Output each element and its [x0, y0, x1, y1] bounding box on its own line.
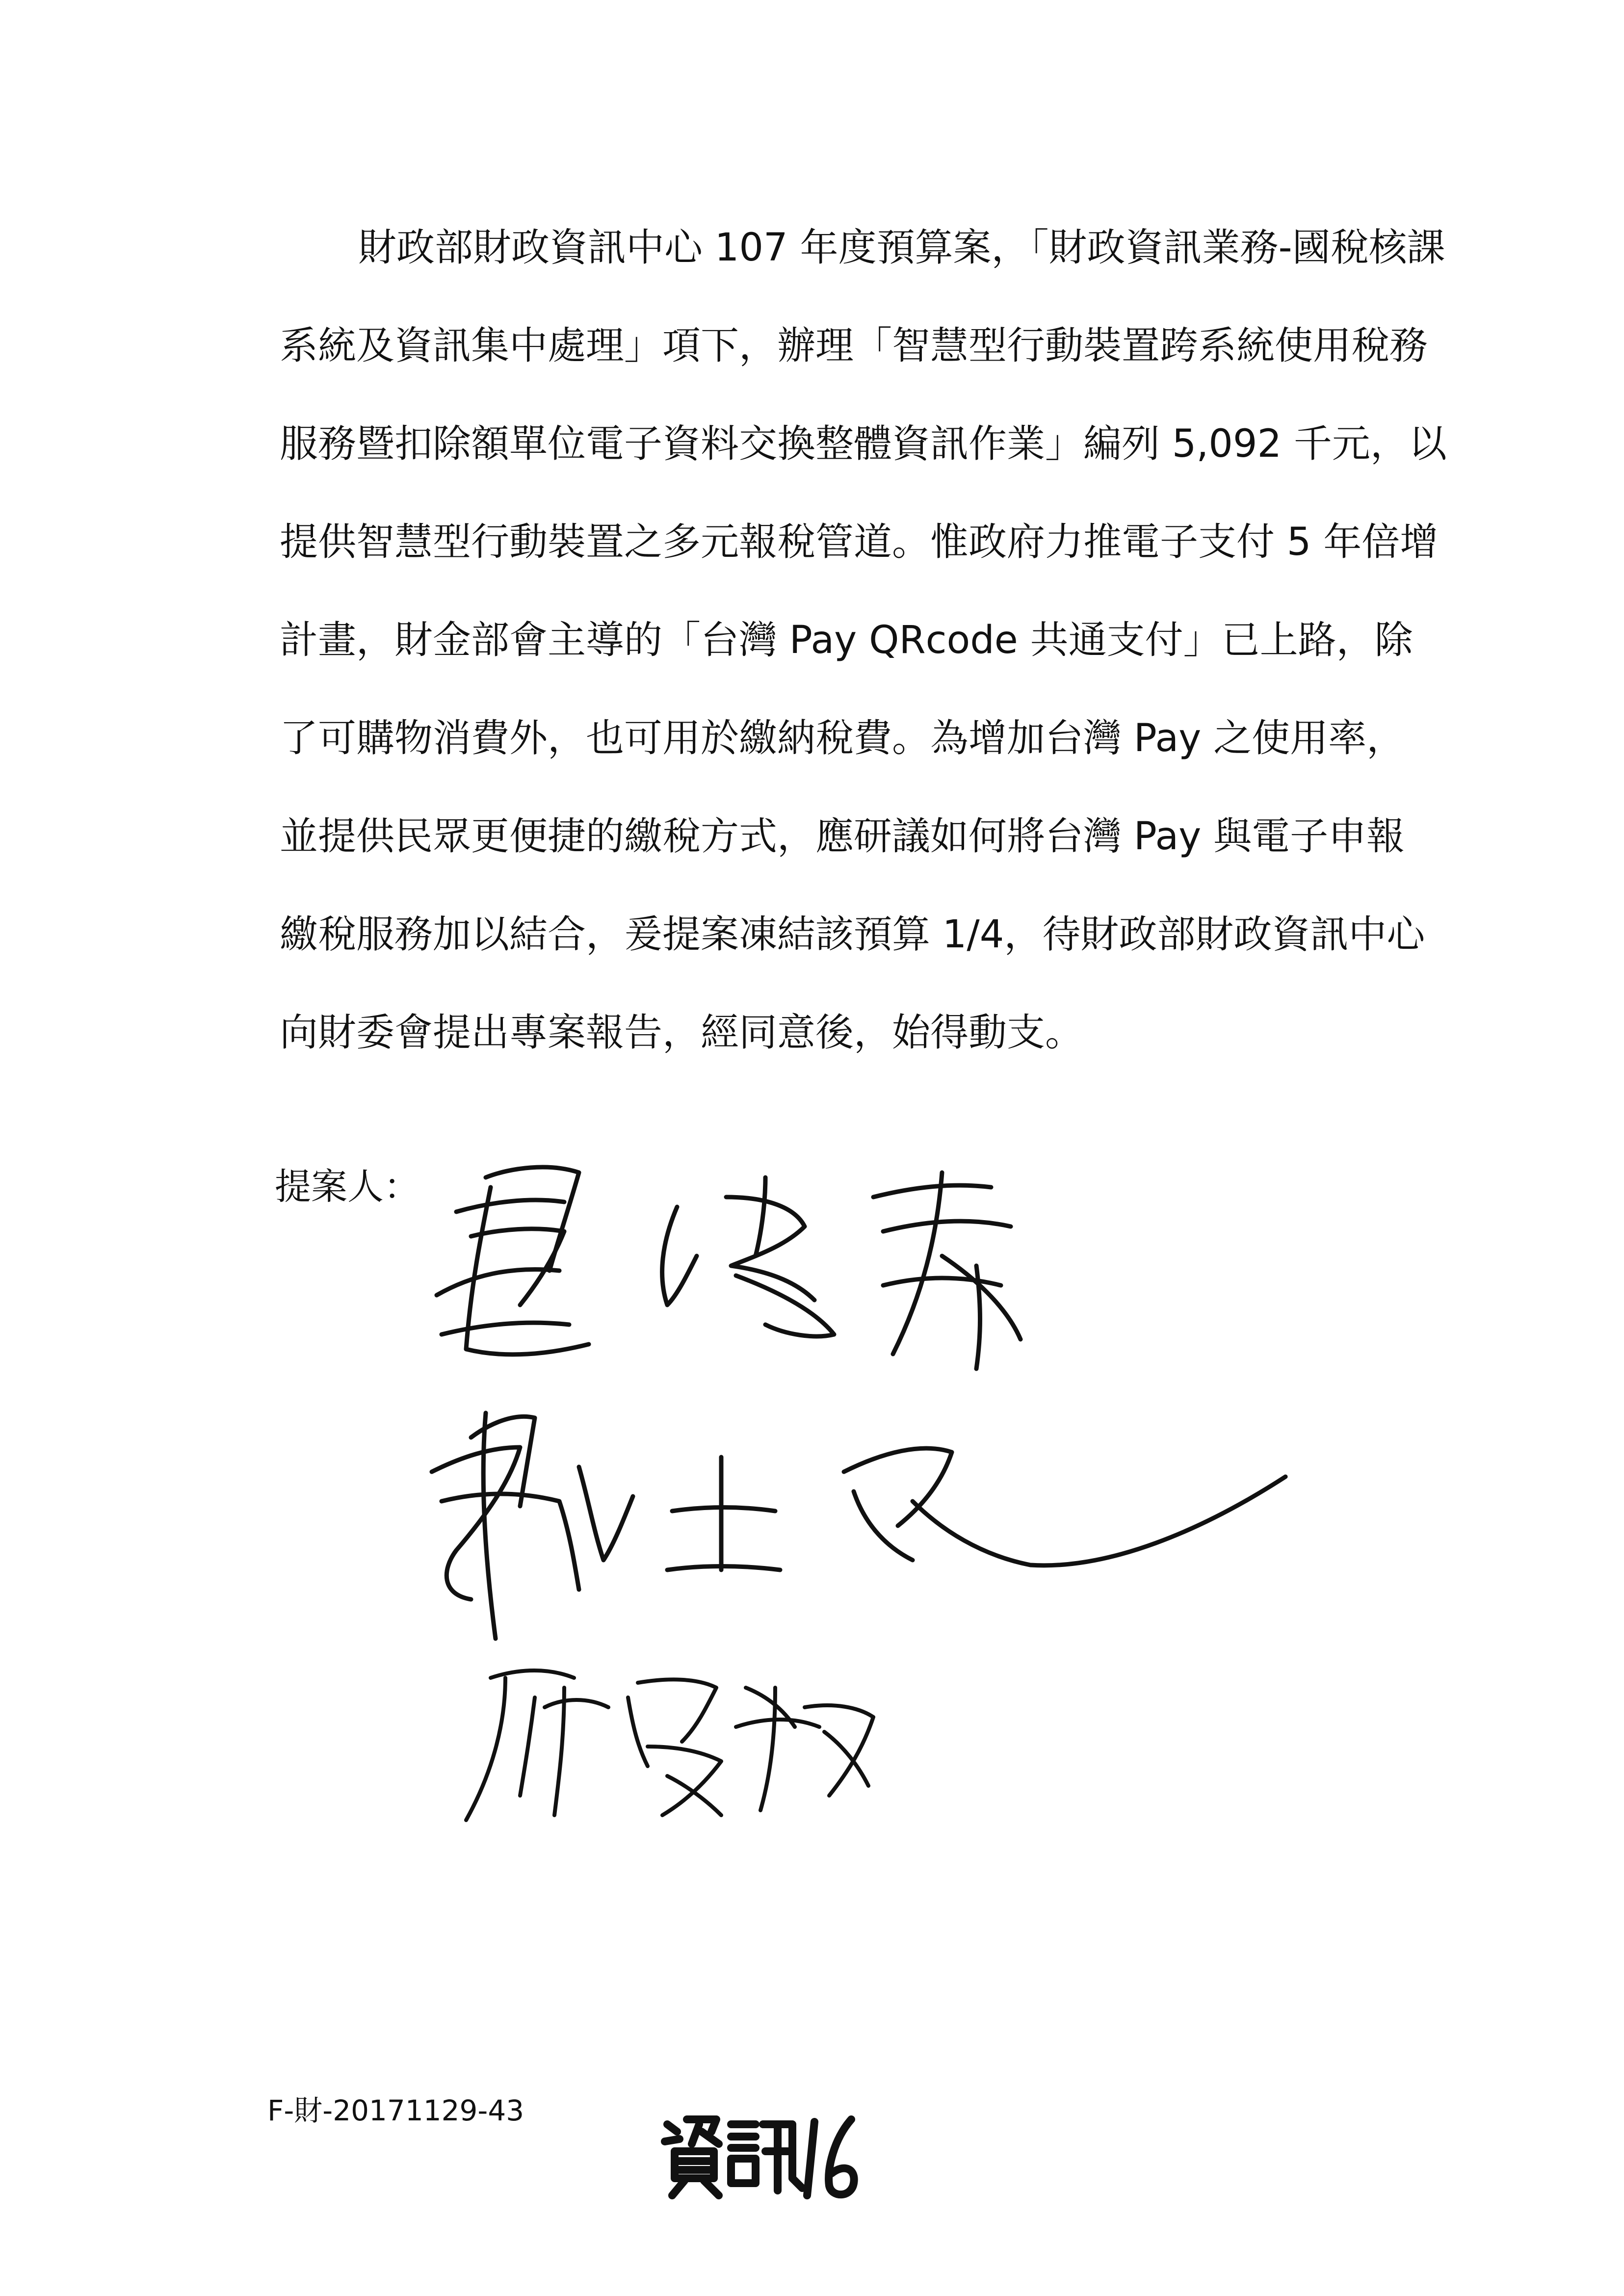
paragraph-line-7: 並提供民眾更便捷的繳稅方式，應研議如何將台灣 Pay 與電子申報 — [280, 814, 1405, 859]
signature-1 — [437, 1167, 1021, 1369]
signature-2 — [432, 1413, 1285, 1639]
paragraph-line-8: 繳稅服務加以結合，爰提案凍結該預算 1/4，待財政部財政資訊中心 — [280, 913, 1425, 957]
paragraph-line-9: 向財委會提出專案報告，經同意後，始得動支。 — [280, 1011, 1084, 1055]
paragraph-line-5: 計畫，財金部會主導的「台灣 Pay QRcode 共通支付」已上路，除 — [280, 618, 1413, 662]
document-code: F-財-20171129-43 — [267, 2094, 524, 2127]
signature-3 — [466, 1670, 873, 1820]
proposer-label: 提案人： — [275, 1166, 420, 1208]
paragraph-line-1: 財政部財政資訊中心 107 年度預算案，「財政資訊業務-國稅核課 — [358, 226, 1445, 270]
paragraph-line-6: 了可購物消費外，也可用於繳納稅費。為增加台灣 Pay 之使用率， — [280, 716, 1405, 760]
paragraph-line-4: 提供智慧型行動裝置之多元報稅管道。惟政府力推電子支付 5 年倍增 — [280, 520, 1439, 564]
paragraph-line-2: 系統及資訊集中處理」項下，辦理「智慧型行動裝置跨系統使用稅務 — [280, 324, 1428, 368]
handwritten-stamp — [657, 2105, 864, 2203]
paragraph-line-3: 服務暨扣除額單位電子資料交換整體資訊作業」編列 5,092 千元，以 — [280, 422, 1447, 466]
